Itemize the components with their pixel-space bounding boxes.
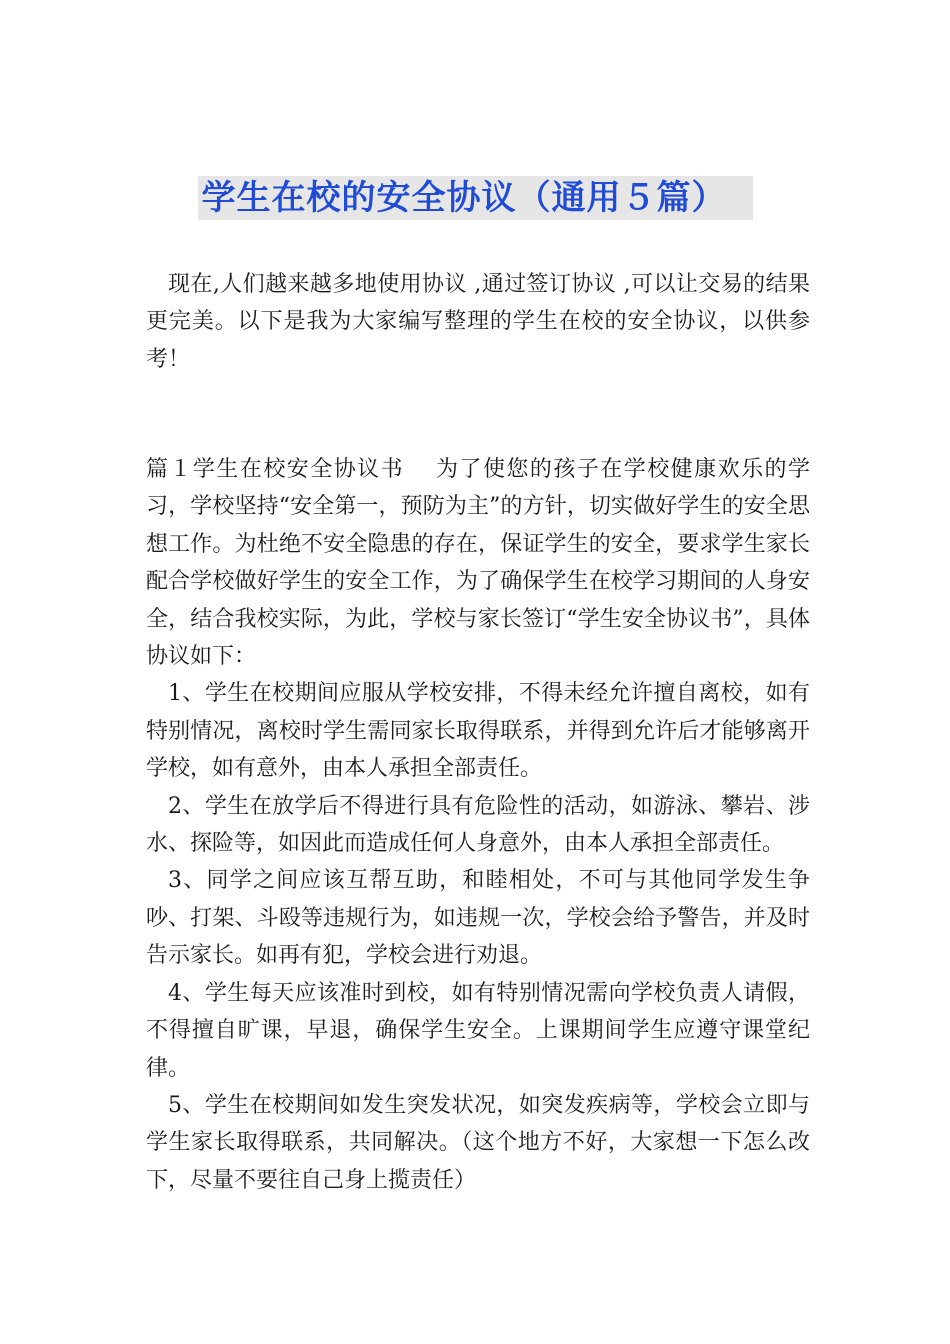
title-container: [0, 176, 950, 220]
section-1: [146, 451, 810, 1199]
list-item: 4、学生每天应该准时到校，如有特别情况需向学校负责人请假，不得擅自旷课，早退，确保学生安全。上课期间学生应遵守课堂纪律。: [146, 980, 810, 1081]
list-item: 2、学生在放学后不得进行具有危险性的活动，如游泳、攀岩、涉水、探险等，如因此而造成任何人身意外，由本人承担全部责任。: [146, 793, 810, 857]
intro-paragraph: 现在,人们越来越多地使用协议 ,通过签订协议 ,可以让交易的结果更完美。以下是我为大家编写整理的学生在校的安全协议，以供参考！: [146, 272, 810, 372]
list-item: 5、学生在校期间如发生突发状况，如突发疾病等，学校会立即与学生家长取得联系，共同解决。（这个地方不好，大家想一下怎么改下，尽量不要往自己身上揽责任）: [146, 1092, 810, 1193]
intro-section: [146, 266, 810, 378]
document-title: 学生在校的安全协议（通用５篇）: [198, 176, 753, 220]
section-1-heading-paragraph: 篇１学生在校安全协议书 为了使您的孩子在学校健康欢乐的学习，学校坚持“安全第一，预防为主”的方针，切实做好学生的安全思想工作。为杜绝不安全隐患的存在，保证学生的安全，要求学生家长配合学校做好学生的安全工作，为了确保学生在校学习期间的人身安全，结合我校实际，为此，学校与家长签订“学生安全协议书”，具体协议如下：: [146, 457, 810, 670]
list-item: 3、同学之间应该互帮互助，和睦相处，不可与其他同学发生争吵、打架、斗殴等违规行为，如违规一次，学校会给予警告，并及时告示家长。如再有犯，学校会进行劝退。: [146, 868, 810, 969]
list-item: 1、学生在校期间应服从学校安排，不得未经允许擅自离校，如有特别情况，离校时学生需同家长取得联系，并得到允许后才能够离开学校，如有意外，由本人承担全部责任。: [146, 681, 810, 782]
